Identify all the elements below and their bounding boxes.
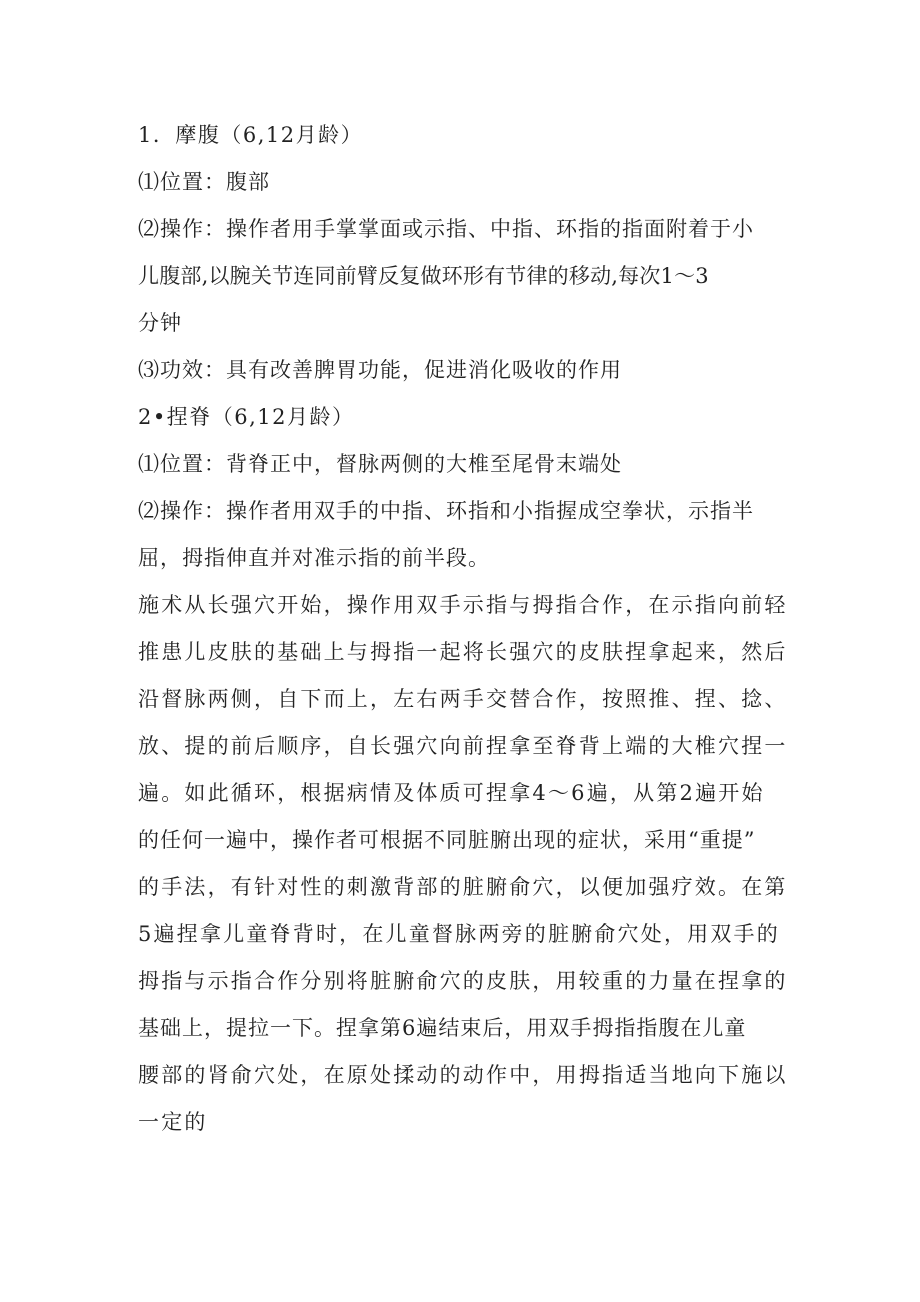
section2-position: ⑴位置：背脊正中，督脉两侧的大椎至尾骨末端处 xyxy=(138,452,622,476)
section2-body-line-5: 遍。如此循环，根据病情及体质可捏拿4～6遍，从第2遍开始 xyxy=(138,781,765,805)
section2-body-line-6: 的任何一遍中，操作者可根据不同脏腑出现的症状，采用“重提” xyxy=(138,828,756,852)
section2-body-line-9: 拇指与示指合作分别将脏腑俞穴的皮肤，用较重的力量在捏拿的 xyxy=(138,969,788,993)
section2-operation-line-1: ⑵操作：操作者用双手的中指、环指和小指握成空拳状，示指半 xyxy=(138,499,754,523)
section2-body-line-2: 推患儿皮肤的基础上与拇指一起将长强穴的皮肤捏拿起来，然后 xyxy=(138,640,788,664)
section2-body-line-11: 腰部的肾俞穴处，在原处揉动的动作中，用拇指适当地向下施以 xyxy=(138,1063,788,1087)
section2-body-line-7: 的手法，有针对性的刺激背部的脏腑俞穴，以便加强疗效。在第 xyxy=(138,875,788,899)
document-body xyxy=(138,112,788,1146)
section2-body-line-4: 放、提的前后顺序，自长强穴向前捏拿至脊背上端的大椎穴捏一 xyxy=(138,734,788,758)
section1-position: ⑴位置：腹部 xyxy=(138,170,270,194)
section2-body-line-8: 5遍捏拿儿童脊背时，在儿童督脉两旁的脏腑俞穴处，用双手的 xyxy=(138,922,780,946)
section2-body-line-1: 施术从长强穴开始，操作用双手示指与拇指合作，在示指向前轻 xyxy=(138,593,788,617)
section1-operation-line-1: ⑵操作：操作者用手掌掌面或示指、中指、环指的指面附着于小 xyxy=(138,217,754,241)
section1-operation-line-2: 儿腹部,以腕关节连同前臂反复做环形有节律的移动,每次1～3 xyxy=(138,264,709,288)
section2-operation-line-2: 屈，拇指伸直并对准示指的前半段。 xyxy=(138,546,490,570)
section2-title: 2•捏脊（6,12月龄） xyxy=(138,405,355,429)
section1-title: 1．摩腹（6,12月龄） xyxy=(138,123,364,147)
section1-effect: ⑶功效：具有改善脾胃功能，促进消化吸收的作用 xyxy=(138,358,622,382)
section2-body-line-3: 沿督脉两侧，自下而上，左右两手交替合作，按照推、捏、捻、 xyxy=(138,687,788,711)
section2-body-line-10: 基础上，提拉一下。捏拿第6遍结束后，用双手拇指指腹在儿童 xyxy=(138,1016,747,1040)
section2-body-line-12: 一定的 xyxy=(138,1110,208,1134)
section1-operation-line-3: 分钟 xyxy=(138,311,182,335)
